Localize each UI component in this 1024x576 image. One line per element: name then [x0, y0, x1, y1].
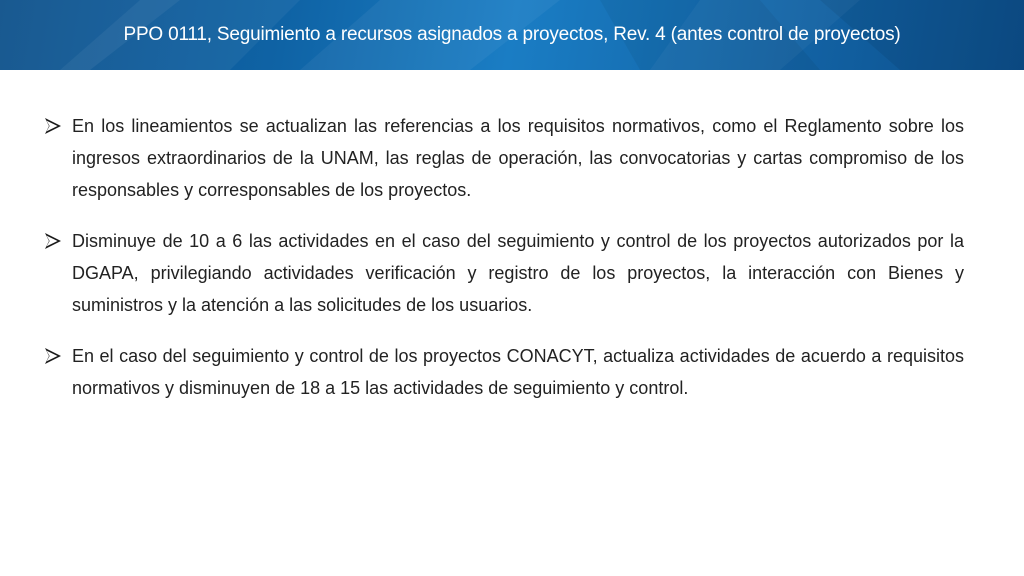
- bullet-item: [44, 340, 964, 404]
- bullet-text: En los lineamientos se actualizan las referencias a los requisitos normativos, como el Reglamento sobre los ingresos extraordinarios de la UNAM, las reglas de operación, las convocatorias y cartas compromiso de los responsables y corresponsables de los proyectos.: [72, 116, 964, 200]
- bullet-item: [44, 225, 964, 321]
- bullet-text: En el caso del seguimiento y control de los proyectos CONACYT, actualiza actividades de acuerdo a requisitos normativos y disminuyen de 18 a 15 las actividades de seguimiento y control.: [72, 346, 964, 398]
- slide-title: PPO 0111, Seguimiento a recursos asignados a proyectos, Rev. 4 (antes control de proyectos): [123, 24, 901, 45]
- arrowhead-bullet-icon: [44, 340, 72, 372]
- slide-header: [0, 0, 1024, 70]
- bullet-item: [44, 110, 964, 206]
- bullet-text: Disminuye de 10 a 6 las actividades en el caso del seguimiento y control de los proyectos autorizados por la DGAPA, privilegiando actividades verificación y registro de los proyectos, la interacción con Bienes y suministros y la atención a las solicitudes de los usuarios.: [72, 231, 964, 315]
- bullet-list: [44, 110, 964, 423]
- arrowhead-bullet-icon: [44, 110, 72, 142]
- arrowhead-bullet-icon: [44, 225, 72, 257]
